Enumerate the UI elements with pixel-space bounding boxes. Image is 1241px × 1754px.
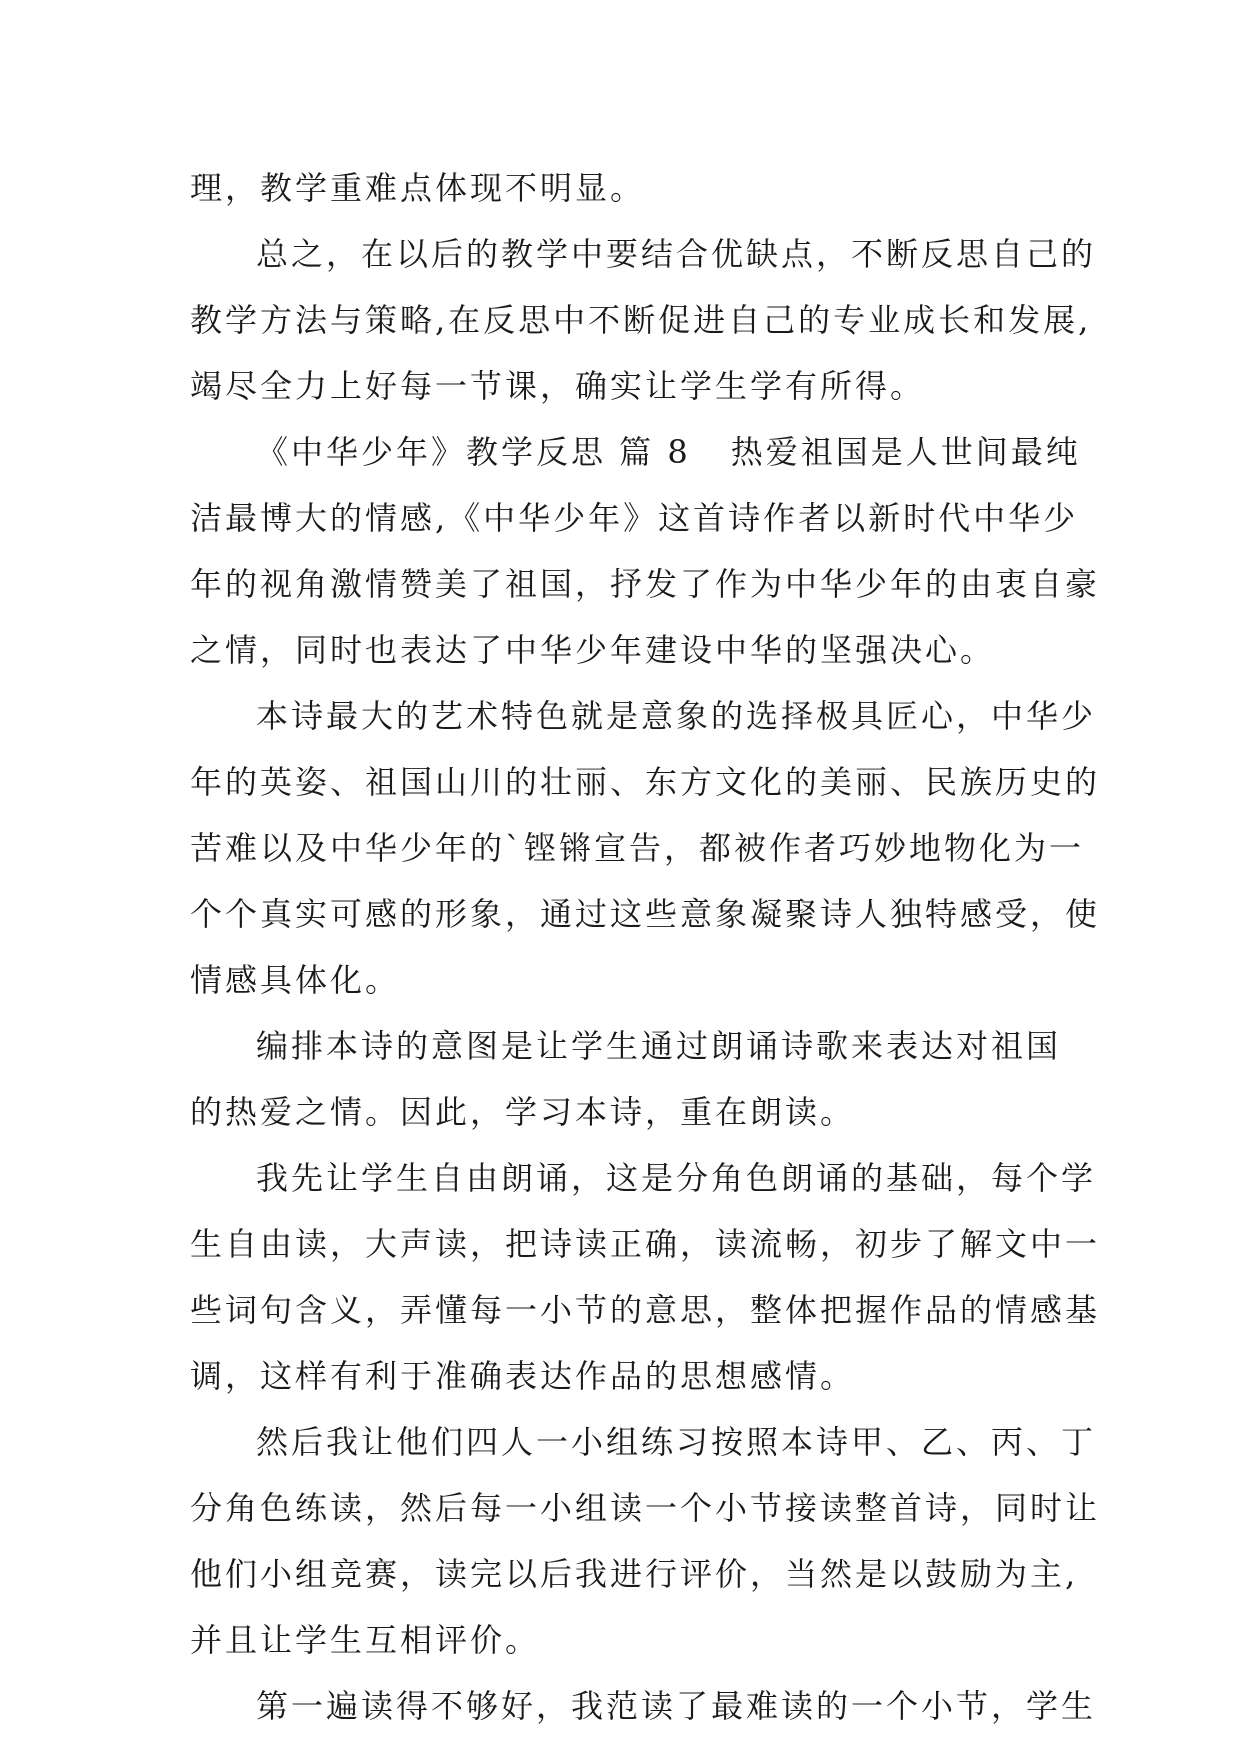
paragraph [190,1673,1097,1739]
text-line: 第一遍读得不够好，我范读了最难读的一个小节，学生 [256,1687,1097,1725]
section-heading: 《中华少年》教学反思 篇 8 [256,433,691,471]
text-line: 生自由读，大声读，把诗读正确，读流畅，初步了解文中一 [190,1225,1101,1263]
text-line: 洁最博大的情感,《中华少年》这首诗作者以新时代中华少 [190,499,1079,537]
heading-line [190,419,1090,485]
text-line: 并且让学生互相评价。 [190,1621,541,1659]
text-line: 本诗最大的艺术特色就是意象的选择极具匠心，中华少 [256,697,1097,735]
text-line: 调，这样有利于准确表达作品的思想感情。 [190,1357,856,1395]
paragraph [190,1145,1101,1409]
text-line: 个个真实可感的形象，通过这些意象凝聚诗人独特感受，使 [190,895,1101,933]
text-line: 编排本诗的意图是让学生通过朗诵诗歌来表达对祖国 [256,1027,1062,1065]
paragraph [190,1409,1101,1673]
paragraph [190,683,1101,1013]
text-line: 他们小组竞赛，读完以后我进行评价，当然是以鼓励为主, [190,1555,1079,1593]
text-line: 苦难以及中华少年的`铿锵宣告，都被作者巧妙地物化为一 [190,829,1085,867]
text-line: 热爱祖国是人世间最纯 [730,433,1081,471]
text-line: 竭尽全力上好每一节课，确实让学生学有所得。 [190,367,926,405]
paragraph [190,419,1101,683]
text-line: 我先让学生自由朗诵，这是分角色朗诵的基础，每个学 [256,1159,1097,1197]
text-line: 理，教学重难点体现不明显。 [190,169,646,207]
text-line: 的热爱之情。因此，学习本诗，重在朗读。 [190,1093,856,1131]
text-line: 年的视角激情赞美了祖国，抒发了作为中华少年的由衷自豪 [190,565,1101,603]
text-line: 年的英姿、祖国山川的壮丽、东方文化的美丽、民族历史的 [190,763,1101,801]
text-line: 总之，在以后的教学中要结合优缺点，不断反思自己的 [256,235,1097,273]
paragraph [190,155,1090,221]
paragraph [190,1013,1090,1145]
document-body [190,155,1101,1739]
text-line: 之情，同时也表达了中华少年建设中华的坚强决心。 [190,631,996,669]
text-line: 教学方法与策略,在反思中不断促进自己的专业成长和发展, [190,301,1092,339]
text-line: 分角色练读，然后每一小组读一个小节接读整首诗，同时让 [190,1489,1101,1527]
text-line: 些词句含义，弄懂每一小节的意思，整体把握作品的情感基 [190,1291,1101,1329]
text-line: 情感具体化。 [190,961,401,999]
text-line: 然后我让他们四人一小组练习按照本诗甲、乙、丙、丁 [256,1423,1097,1461]
paragraph [190,221,1097,419]
